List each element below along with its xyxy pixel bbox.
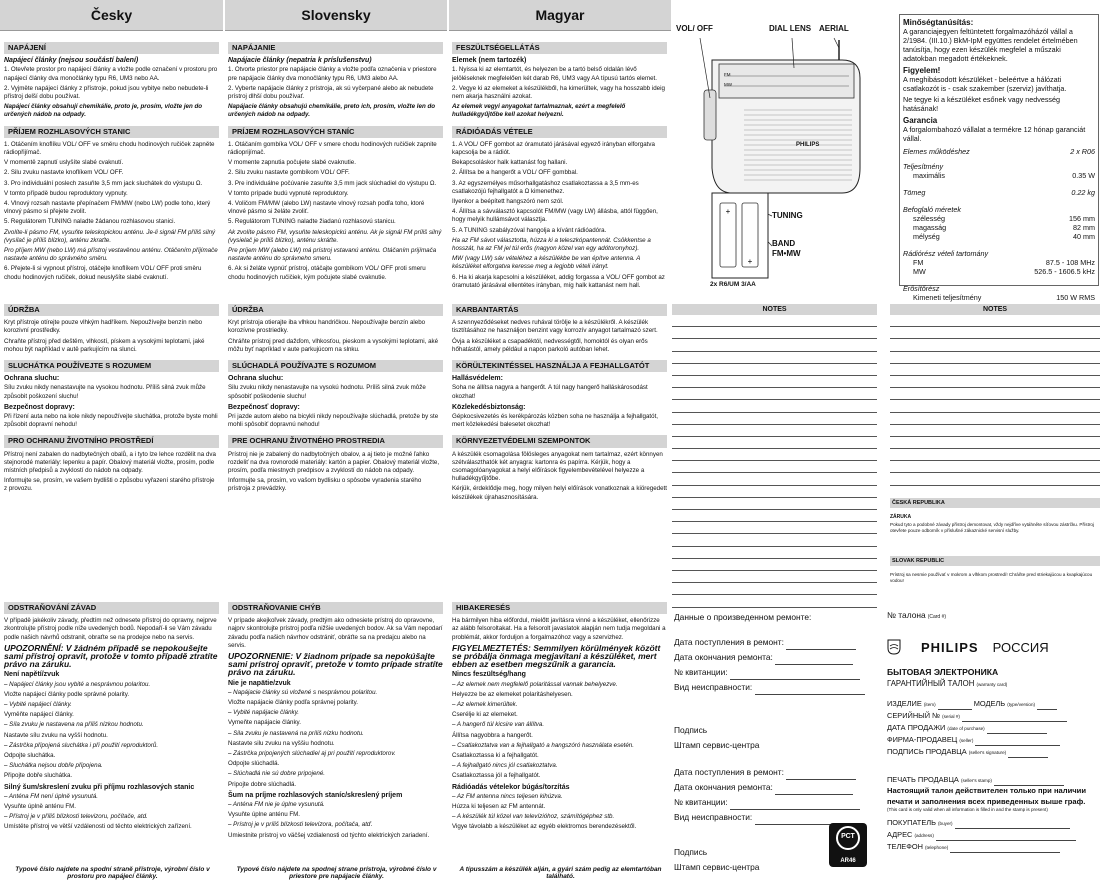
list-item: – A fejhallgató nincs jól csatlakoztatva.: [452, 762, 558, 770]
warranty-card: [887, 610, 1100, 853]
list-item: – Az FM antenna nincs teljesen kihúzva.: [452, 792, 563, 800]
list-item: Vložte napájacie články podľa správnej polarity.: [228, 699, 358, 707]
hu-troubleshooting-section: [452, 602, 667, 834]
form-row: Дата окончания ремонта:: [674, 780, 879, 795]
philips-shield-icon: [887, 639, 901, 655]
list-item: Ha az FM sávot választotta, húzza ki a teleszkópantennát. Csökkentse a hosszát, ha az FM jel túl erős (nagyon közel van egy adótoronyhoz).: [452, 236, 651, 253]
list-item: 3. Az egyszemélyes műsorhallgatáshoz csatlakoztassa a 3,5 mm-es csatlakozójú fejhallgatót a Ω kimenethez.: [452, 179, 639, 195]
form-row: № квитанции:: [674, 665, 879, 680]
list-item: 1. Otvorte priestor pre napájacie články a vložte podľa označenia v priestore pre napájacie články dva monočlánky typu R6, UM3 alebo AA.: [228, 66, 437, 82]
certification-mark-text: РСТ: [841, 833, 855, 840]
sk-troubleshooting-section: [228, 602, 443, 842]
section-heading: HIBAKERESÉS: [452, 602, 667, 614]
column-title: Slovensky: [301, 7, 371, 23]
country-heading: ČESKÁ REPUBLIKA: [890, 498, 1100, 508]
form-row: Вид неисправности:: [674, 680, 879, 695]
list-item: – Az elemek nem megfelelő polaritással vannak behelyezve.: [452, 680, 618, 688]
list-item: Napájecí články obsahují chemikálie, proto je, prosím, vložte jen do určených nádob na odpady.: [4, 103, 203, 119]
list-item: A készülék csomagolása fölösleges anyagokat nem tartalmaz, ezért könnyen szétválaszthatók két anyagra: kartonra és papírra. Kérjük, hogy a csomagolóanyagokat a helyi előírások figyelembevételével helyezze a hulladékgyűjtőbe.: [452, 450, 663, 483]
fm-scale-label: FM: [724, 72, 731, 77]
paragraph: V prípade akejkoľvek závady, predtým ako odnesiete prístroj do opravovne, najprv skontrolujte prístroj podľa nižšie uvedených bodov. Ak sa Vám nepodarí závadu podľa našich návrhov odstrániť, obráťte sa na predajcu alebo na servis.: [228, 617, 443, 649]
section-subheading: Közlekedésbiztonság:: [452, 403, 526, 411]
list-item: 6. Ak si želáte vypnúť prístroj, otáčajte gombíkom VOL/ OFF proti smeru chodu hodinových ručičiek, kým počujete slabé cvaknutie.: [228, 265, 426, 281]
column-header-slovak: [225, 0, 447, 31]
warning-text: UPOZORNENIE: V žiadnom prípade sa nepokúšajte sami prístroj opraviť, pretože v tomto prípade stratíte právo na záruku.: [228, 651, 443, 678]
spec-text: A forgalombahozó vállalat a termékre 12 hónap garanciát vállal.: [903, 125, 1086, 143]
paragraph: Gépkocsivezetés és kerékpározás közben soha ne használja a fejhallgatót, mert közlekedési balesetet okozhat!: [452, 413, 659, 429]
paragraph: Ha bármilyen hiba előfordul, mielőtt javításra vinné a készüléket, ellenőrizze az alább felsoroltakat. Ha a felsorolt javaslatok alapján nem tudja megoldani a problémát, akkor forduljon a forgalmazóhoz vagy a szervizhez.: [452, 617, 666, 641]
section-heading: SLÚCHADLÁ POUŽÍVAJTE S ROZUMOM: [228, 360, 443, 372]
card-row: АДРЕС (address): [887, 829, 1100, 841]
paragraph: Pri jazde autom alebo na bicykli nikdy nepoužívajte slúchadlá, pretože by ste mohli spôsobiť dopravnú nehodu!: [228, 413, 439, 429]
list-item: – Az elemek kimerültek.: [452, 701, 518, 709]
list-item: 1. A VOL/ OFF gombot az óramutató járásával egyező irányban elforgatva kapcsolja be a rádiót.: [452, 140, 655, 157]
list-item: Napájacie články obsahujú chemikálie, preto ich, prosím, vložte len do určených nádob na odpady.: [228, 103, 436, 119]
list-item: V tomto případě budou reproduktory vypnuty.: [4, 189, 128, 197]
section-subheading: Nincs feszültség/hang: [452, 671, 526, 679]
list-item: Vložte napájecí články podle správné polarity.: [4, 690, 130, 698]
spec-row: Kimeneti teljesítmény 150 W RMS: [913, 293, 1095, 302]
section-subheading: Bezpečnost dopravy:: [4, 403, 75, 411]
list-item: A szennyeződéseket nedves ruhával törölje le a készülékről. A készülék tisztításához ne használjon benzint vagy korrozív anyagot tartalmazó szert.: [452, 319, 658, 335]
section-subheading: Šum na príjme rozhlasových staníc/skreslený príjem: [228, 791, 403, 799]
list-item: 1. Nyissa ki az elemtartót, és helyezen be a tartó belső oldalán lévő jelöléseknek megfelelően két darab R6, UM3 vagy AA típusú tartós elemet.: [452, 66, 657, 82]
list-item: 1. Otáčaním gombíka VOL/ OFF v smere chodu hodinových ručičiek zapnite rádioprijímač.: [228, 140, 437, 157]
section-heading: PRÍJEM ROZHLASOVÝCH STANÍC: [228, 126, 443, 138]
form-row: № квитанции:: [674, 795, 879, 810]
list-item: V momentě zapnutí uslyšíte slabé cvaknutí.: [4, 159, 124, 167]
list-item: – Sluchátka nejsou dobře připojena.: [4, 762, 103, 770]
paragraph: Soha ne állítsa nagyra a hangerőt. A túl nagy hangerő halláskárosodást okozhat!: [452, 384, 648, 400]
cz-troubleshooting-section: [4, 602, 219, 834]
list-item: – A készülék túl közel van televízióhoz, számítógéphez stb.: [452, 813, 615, 821]
list-item: V tomto prípade budú vypnuté reproduktory.: [228, 189, 349, 197]
list-item: – Napájacie články sú vložené s nesprávnou polaritou.: [228, 688, 378, 696]
list-item: Odpojte slúchadlá.: [228, 760, 280, 768]
list-item: Pro příjem MW (nebo LW) má přístroj vestavěnou anténu. Otáčením přijímače nastavte anténu do správného směru.: [4, 247, 218, 263]
section-heading: KÖRÜLTEKINTÉSSEL HASZNÁLJA A FEJHALLGATÓT: [452, 360, 667, 372]
section-heading: RÁDIÓADÁS VÉTELE: [452, 126, 667, 138]
list-item: 2. Silu zvuku nastavte knoflíkem VOL/ OFF.: [4, 169, 124, 177]
hu-footer-note: A típusszám a készülék alján, a gyári szám pedig az elemtartóban található.: [459, 866, 662, 880]
list-item: Óvja a készüléket a csapadéktól, nedvességtől, homoktól és olyan erős hőhatástól, amely például a napon parkoló autóban lehet.: [452, 337, 648, 353]
list-item: Vysuňte úplně anténu FM.: [4, 803, 77, 811]
stamp-label: Штамп сервис-центра: [674, 862, 760, 872]
list-item: – Anténa FM není úplně vysunutá.: [4, 792, 99, 800]
list-item: Přístroj není zabalen do nadbytečných obalů, a i tyto lze lehce rozdělit na dva stejnorodé materiály: lepenku a papír. Obalový materiál vložte, prosím, podle místních předpisů a zvyklostí do nádob na odpady.: [4, 450, 216, 475]
section-subheading: Nie je napätie/zvuk: [228, 679, 291, 687]
list-item: Odpojte sluchátka.: [4, 752, 56, 760]
radio-brand-logo: PHILIPS: [796, 142, 820, 148]
spec-heading: Figyelem!: [903, 66, 941, 75]
list-item: Csatlakoztassa jól a fejhallgatót.: [452, 772, 541, 780]
section-subheading: Bezpečnosť dopravy:: [228, 403, 300, 411]
signature-label: Подпись: [674, 725, 708, 735]
column-title: Česky: [90, 7, 133, 23]
list-item: – Csatlakoztatva van a fejhallgató a hangszóró használata esetén.: [452, 741, 634, 749]
list-item: Umístěte přístroj ve větší vzdálenosti od těchto elektrických zařízení.: [4, 823, 192, 831]
card-heading: БЫТОВАЯ ЭЛЕКТРОНИКА: [887, 667, 999, 677]
list-item: 2. Állítsa be a hangerőt a VOL/ OFF gombbal.: [452, 169, 578, 177]
list-item: Chraňte přístroj před deštěm, vlhkostí, pískem a vysokými teplotami, jaké mohou být například v autě parkujícím na slunci.: [4, 337, 205, 353]
list-item: 6. Ha ki akarja kapcsolni a készüléket, addig forgassa a VOL/ OFF gombot az óramutató járásával ellentétes irányban, míg halk kattanást nem hall.: [452, 273, 665, 289]
signature-label: Подпись: [674, 847, 708, 857]
list-item: Bekapcsoláskor halk kattanást fog hallani.: [452, 159, 568, 167]
section-heading: ODSTRAŇOVANIE CHÝB: [228, 602, 443, 614]
list-item: 2. Vegye ki az elemeket a készülékből, ha kimerültek, vagy ha hosszabb ideig nem akarja használni azokat.: [452, 84, 665, 101]
section-heading: FESZÜLTSÉGELLÁTÁS: [452, 42, 667, 54]
form-row: Дата поступления в ремонт:: [674, 635, 879, 650]
notes-box: [672, 304, 877, 608]
section-heading: PRO OCHRANU ŽIVOTNÍHO PROSTŘEDÍ: [4, 435, 219, 447]
section-subheading: Napájecí články (nejsou součástí balení): [4, 57, 139, 65]
certification-code: AR46: [840, 858, 856, 864]
list-item: Připojte dobře sluchátka.: [4, 772, 73, 780]
warranty-heading: ZÁRUKA: [890, 513, 912, 520]
cz-footer-note: Typové číslo najdete na spodní straně přístroje, výrobní číslo v prostoru pro napájecí články.: [15, 866, 210, 880]
column-header-czech: [0, 0, 223, 31]
list-item: 4. Voličom FM/MW (alebo LW) nastavte vlnový rozsah podľa toho, ktoré vlnové pásmo si želáte zvoliť.: [228, 200, 425, 216]
list-item: 5. Regulátorom TUNING naladte žiadanú rozhlasovú stanicu.: [228, 218, 396, 226]
section-subheading: Rádióadás vételekor búgás/torzítás: [452, 783, 570, 791]
card-row: СЕРИЙНЫЙ № (serial #): [887, 710, 1100, 722]
card-row: ПЕЧАТЬ ПРОДАВЦА (seller's stamp): [887, 774, 1100, 786]
svg-text:+: +: [747, 257, 753, 266]
list-item: 2. Silu zvuku nastavte gombíkom VOL/ OFF.: [228, 169, 350, 177]
list-item: 1. Otáčením knoflíku VOL/ OFF ve směru chodu hodinových ručiček zapněte rádiopřijímač.: [4, 140, 215, 157]
spec-subheading: Rádiórész vételi tartomány: [903, 249, 989, 258]
list-item: Prístroj nie je zabalený do nadbytočných obalov, a aj tieto je možné ľahko rozdeliť na dva rovnorodé materiály: kartón a papier. Obalový materiál vložte, prosím, podľa miestnych predpisov a zvyklostí do nádob na odpady.: [228, 450, 440, 475]
spec-subheading: Befoglaló méretek: [903, 205, 961, 214]
list-item: – Zástrčka připojená sluchátka i při použití reproduktorů.: [4, 741, 159, 749]
list-item: 6. Přejete-li si vypnout přístroj, otáčejte knoflíkem VOL/ OFF proti směru chodu hodinových ručiček, dokud neuslyšíte slabé cvaknutí.: [4, 265, 202, 281]
list-item: Húzza ki teljesen az FM antennát.: [452, 803, 546, 811]
list-item: 2. Vyberte napájacie články z prístroja, ak sú vyčerpané alebo ak nebudete prístroj dlhší dobu používať.: [228, 84, 434, 101]
fm-mw-label: FM•MW: [772, 249, 801, 258]
section-subheading: Silný šum/skreslení zvuku při příjmu rozhlasových stanic: [4, 783, 195, 791]
spec-heading: Minőségtanúsítás:: [903, 18, 974, 27]
warning-text: UPOZORNĚNÍ: V žádném případě se nepokoušejte sami přístroj opravit, protože v tomto případě ztratíte právo na záruku.: [4, 642, 218, 670]
paragraph: Při řízení auta nebo na kole nikdy nepoužívejte sluchátka, protože byste mohli způsobit dopravní nehodu!: [4, 413, 218, 429]
country-label: РОССИЯ: [992, 639, 1049, 655]
list-item: Ak zvolíte pásmo FM, vysuňte teleskopickú anténu. Ak je signál FM príliš silný (vysielač je príliš blízko), anténu skráťte.: [228, 228, 442, 244]
notes-box-right: [890, 304, 1100, 584]
spec-row: mélység 40 mm: [913, 232, 1095, 241]
section-subheading: Ochrana sluchu:: [4, 375, 60, 383]
spec-row: MW 526.5 - 1606.5 kHz: [913, 267, 1095, 276]
spec-row: magasság 82 mm: [913, 223, 1095, 232]
card-notice-english: (This card is only valid when all information is filled in and the stamp is present): [887, 807, 1048, 812]
section-heading: KARBANTARTÁS: [452, 304, 667, 316]
card-notice: Настоящий талон действителен только при наличии печати и заполнения всех приведенных выше граф.: [887, 786, 1087, 806]
list-item: Kérjük, érdeklődje meg, hogy milyen helyi előírások vonatkoznak a kiöregedett készülékek újrahasznosítására.: [452, 485, 667, 501]
form-row: Дата поступления в ремонт:: [674, 765, 879, 780]
card-row: ИЗДЕЛИЕ (item) МОДЕЛЬ (type/version): [887, 698, 1100, 710]
form-heading: Данные о произведенном ремонте:: [674, 612, 812, 622]
paragraph: Sílu zvuku nikdy nenastavujte na vysokou hodnotu. Příliš silná zvuk může způsobit poškození sluchu!: [4, 384, 206, 400]
spec-text: A garanciajegyen feltüntetett forgalmazóházól vállal a 2/1984. (III.10.) BkM-IpM együttes rendelet értelmében tanúsítja, hogy ezen készülék megfelel a műszaki adatokban megadott értékeknek.: [903, 27, 1078, 63]
spec-heading: Garancia: [903, 116, 938, 125]
section-heading: KÖRNYEZETVÉDELMI SZEMPONTOK: [452, 435, 667, 447]
list-item: Nastavte sílu zvuku na vyšší hodnotu.: [4, 731, 108, 739]
sk-power-section: [228, 42, 443, 284]
list-item: Vigye távolabb a készüléket az egyéb elektromos berendezésektől.: [452, 823, 637, 831]
paragraph: Silu zvuku nikdy nenastavujte na vysokú hodnotu. Príliš silná zvuk môže spôsobiť poškodenie sluchu!: [228, 384, 426, 400]
vol-off-label: VOL/ OFF: [676, 24, 713, 33]
spec-subheading: Erősítőrész: [903, 284, 940, 293]
list-item: 4. Vlnový rozsah nastavte přepínačem FM/MW (nebo LW) podle toho, který vlnový pásmo si přejete zvolit.: [4, 200, 211, 216]
section-subheading: Ochrana sluchu:: [228, 375, 284, 383]
list-item: Vymeňte napájacie články.: [228, 719, 301, 727]
list-item: – Vybité napájacie články.: [228, 709, 299, 717]
list-item: 4. Állítsa a sávválasztó kapcsolót FM/MW (vagy LW) állásba, attól függően, hogy melyik hullámsávot választja.: [452, 208, 658, 224]
list-item: – Přístroj je v příliš blízkosti televizoru, počítače, atd.: [4, 813, 148, 821]
list-item: – Anténa FM nie je úplne vysunutá.: [228, 801, 325, 809]
list-item: Az elemek vegyi anyagokat tartalmaznak, ezért a megfelelő hulladékgyűjtőbe kell azokat helyezni.: [452, 103, 626, 119]
list-item: – Slúchadlá nie sú dobre pripojené.: [228, 770, 326, 778]
list-item: Helyezze be az elemeket polaritáshelyesen.: [452, 690, 573, 698]
list-item: Csatlakoztassa ki a fejhallgatót.: [452, 752, 539, 760]
list-item: Chráňte prístroj pred dažďom, vlhkosťou, pieskom a vysokými teplotami, aké môžu byť napríklad v aute parkujúcom na slnku.: [228, 337, 439, 353]
form-row: Вид неисправности:: [674, 810, 879, 825]
card-row: ПОКУПАТЕЛЬ (buyer): [887, 817, 1100, 829]
list-item: 2. Vyjměte napájecí články z přístroje, pokud jsou vybitye nebo nebudete-li přístroj delší dobu používat.: [4, 84, 209, 101]
hu-power-section: [452, 42, 667, 292]
card-row: ПОДПИСЬ ПРОДАВЦА (seller's signature): [887, 746, 1100, 758]
spec-text: A meghibásodott készüléket - beleértve a hálózati csatlakozót is - csak szakember (szerviz) javíthatja.: [903, 75, 1067, 93]
list-item: – Sila zvuku je nastavená na príliš nízku hodnotu.: [228, 729, 364, 737]
section-heading: ÚDRŽBA: [4, 304, 219, 316]
list-item: – A hangerő túl kicsire van állítva.: [452, 721, 545, 729]
warranty-text: Prístroj sa nesmie používať v mokrom a vlhkom prostredí! Chráňte pred striekajúcou a kvapkajúcou vodou!: [890, 571, 1093, 583]
sk-footer-note: Typové číslo nájdete na spodnej strane prístroja, výrobné číslo v priestore pre napájacie články.: [236, 866, 437, 880]
list-item: Ilyenkor a beépített hangszóró nem szól.: [452, 198, 564, 206]
spec-row: szélesség 156 mm: [913, 214, 1095, 223]
cz-maintenance-section: [4, 304, 219, 496]
battery-label: 2x R6/UM 3/AA: [710, 281, 756, 288]
list-item: Umiestnite prístroj vo väčšej vzdialenosti od týchto elektrických zariadení.: [228, 831, 430, 839]
card-row: ДАТА ПРОДАЖИ (date of purchase): [887, 722, 1100, 734]
spec-subheading: Teljesítmény: [903, 162, 944, 171]
tuning-label: TUNING: [772, 211, 803, 220]
spec-row: Tömeg 0.22 kg: [903, 188, 1095, 197]
section-heading: SLUCHÁTKA POUŽÍVEJTE S ROZUMEM: [4, 360, 219, 372]
spec-row: Elemes működéshez 2 x R06: [903, 147, 1095, 156]
list-item: Nastavte silu zvuku na vyššiu hodnotu.: [228, 739, 335, 747]
column-title: Magyar: [535, 7, 585, 23]
list-item: MW (vagy LW) sáv vételéhez a készülékbe be van építve antenna. A készüléket elforgatva keresse meg a legjobb vételi irányt.: [452, 255, 641, 271]
coupon-row: № талона (Card #): [887, 610, 947, 620]
section-subheading: Elemek (nem tartozék): [452, 57, 527, 65]
warning-text: FIGYELMEZTETÉS: Semmilyen körülmények között se próbálja önmaga megjavítani a készüléket, mert ebben az esetben megszűnik a garancia.: [452, 642, 661, 670]
list-item: Zvolíte-li pásmo FM, vysuňte teleskopickou anténu. Je-li signál FM příliš silný (vysílač je příliš blízko), anténu zkraťte.: [4, 228, 216, 244]
sk-maintenance-section: [228, 304, 443, 496]
country-heading: SLOVAK REPUBLIC: [890, 556, 1100, 566]
list-item: 3. Pre individuálne počúvanie zasuňte 3,5 mm jack slúchadiel do výstupu Ω.: [228, 179, 437, 187]
section-heading: NAPÁJANIE: [228, 42, 443, 54]
spec-row: FM 87.5 - 108 MHz: [913, 258, 1095, 267]
section-heading: PRE OCHRANU ŽIVOTNÉHO PROSTREDIA: [228, 435, 443, 447]
spec-row: maximális 0.35 W: [913, 171, 1095, 180]
certification-mark-icon: [829, 823, 867, 867]
card-row: ФИРМА-ПРОДАВЕЦ (seller): [887, 734, 1100, 746]
list-item: 5. Regulátorem TUNING naladte žádanou rozhlasovou stanici.: [4, 218, 176, 226]
list-item: – Síla zvuku je nastavena na příliš nízkou hodnotu.: [4, 721, 144, 729]
svg-text:+: +: [725, 207, 731, 216]
list-item: Vysuňte úplne anténu FM.: [228, 811, 301, 819]
list-item: Pripojte dobre slúchadlá.: [228, 780, 297, 788]
stamp-label: Штамп сервис-центра: [674, 740, 760, 750]
list-item: Kryt přístroje otírejte pouze vlhkým hadříkem. Nepoužívejte benzín nebo korozivní prostředky.: [4, 319, 203, 335]
list-item: Állítsa nagyobbra a hangerőt.: [452, 731, 533, 739]
section-heading: NAPÁJENÍ: [4, 42, 219, 54]
band-label: BAND: [772, 239, 796, 248]
mw-scale-label: MW: [724, 82, 732, 87]
list-item: Kryt prístroja otierajte iba vlhkou handričkou. Nepoužívajte benzín alebo korozívne prostriedky.: [228, 319, 426, 335]
spec-text: Ne tegye ki a készüléket esőnek vagy nedvesség hatásának!: [903, 95, 1061, 113]
list-item: – Vybité napájecí články.: [4, 701, 72, 709]
list-item: – Zástrčka pripojených slúchadiel aj pri použití reproduktorov.: [228, 750, 396, 758]
section-subheading: Napájacie články (nepatria k príslušenstvu): [228, 57, 372, 65]
section-subheading: Hallásvédelem:: [452, 375, 503, 383]
list-item: Informujte sa, prosím, vo vašom bydlisku o spôsobe vyradenia starého prístroja z prevádzky.: [228, 477, 422, 493]
card-subheading: ГАРАНТИЙНЫЙ ТАЛОН (warranty card): [887, 679, 1008, 688]
list-item: 5. A TUNING szabályzóval hangolja a kívánt rádióadóra.: [452, 226, 607, 234]
section-heading: ÚDRŽBA: [228, 304, 443, 316]
hu-maintenance-section: [452, 304, 667, 504]
paragraph: V případě jakékoliv závady, předtím než odnesete přístroj do opravny, nejprve zkontrolujte přístroj podle níže uvedených bodů. Nepodaří-li se Vám závadu podle našich návrhů odstranit, obraťte se na prodejce nebo na servis.: [4, 617, 217, 641]
list-item: V momente zapnutia počujete slabé cvaknutie.: [228, 159, 356, 167]
list-item: – Prístroj je v príliš blízkosti televízora, počítača, atď.: [228, 821, 373, 829]
form-row: Дата окончания ремонта:: [674, 650, 879, 665]
list-item: 3. Pro individuální poslech zasuňte 3,5 mm jack sluchátek do výstupu Ω.: [4, 179, 203, 187]
cz-power-section: [4, 42, 219, 284]
aerial-label: AERIAL: [819, 24, 849, 33]
brand-row: [887, 639, 1100, 655]
warranty-text: Pokud tyto a podobné závady přístroj demontovat, vždy nejdříve vytáhněte síťovou zástrčku. Přístroj otevřete pouze odborník v příslušné zákaznické servisní služby.: [890, 521, 1094, 533]
philips-logo: PHILIPS: [921, 639, 979, 655]
column-header-hungarian: [449, 0, 671, 31]
section-heading: ODSTRAŇOVÁNÍ ZÁVAD: [4, 602, 219, 614]
list-item: Pre príjem MW (alebo LW) má prístroj vstavanú anténu. Otáčaním prijímača nastavte anténu do správneho smeru.: [228, 247, 437, 263]
list-item: Cserélje ki az elemeket.: [452, 711, 518, 719]
list-item: – Napájecí články jsou vybité a nesprávnou polaritou.: [4, 680, 151, 688]
radio-diagram: [674, 18, 879, 293]
list-item: Vyměňte napájecí články.: [4, 711, 74, 719]
list-item: 1. Otevřete prostor pro napájecí články a vložte podle označení v prostoru pro napájecí články dva monočlánky typu R6, UM3 nebo AA.: [4, 66, 218, 82]
list-item: Informujte se, prosím, ve vašem bydlišti o způsobu vyřazení starého přístroje z provozu.: [4, 477, 215, 493]
notes-heading: NOTES: [890, 304, 1100, 315]
notes-heading: NOTES: [672, 304, 877, 315]
hu-spec-box: [899, 14, 1099, 302]
dial-lens-label: DIAL LENS: [769, 24, 812, 33]
section-heading: PŘÍJEM ROZHLASOVÝCH STANIC: [4, 126, 219, 138]
section-subheading: Není napětí/zvuk: [4, 671, 60, 679]
card-row: ТЕЛЕФОН (telephone): [887, 841, 1100, 853]
